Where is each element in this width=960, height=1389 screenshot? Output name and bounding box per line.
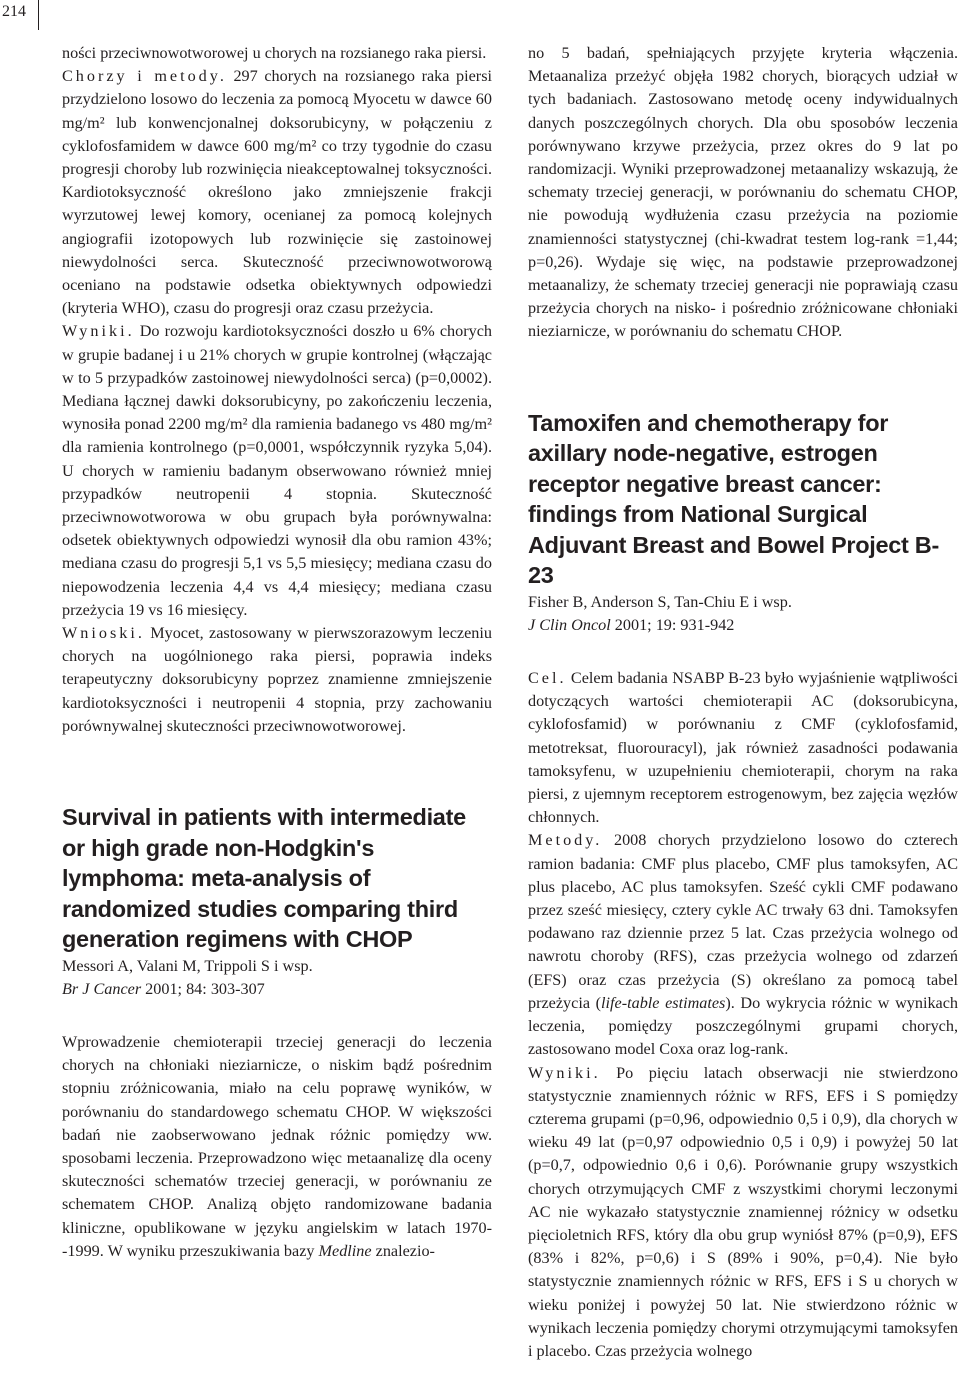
article-title-tamoxifen: Tamoxifen and chemotherapy for axillary node-negative, estrogen receptor negative breast cancer: findings from National Surgical Adjuvant Breast and Bowel Project B-23	[528, 409, 939, 589]
results-text: Do rozwoju kardiotoksyczności doszło u 6% chorych w grupie badanej i u 21% chorych w grupie kontrolnej (włączając w to 5 przypadków zastoinowej niewydolności serca) (p=0,0002). Mediana łącznej dawki doksorubicyny, po zakończeniu leczenia, wynosiła ponad 2200 mg/m² dla ramienia badanego vs 480 mg/m² dla ramienia kontrolnego (p=0,0001, współczynnik ryzyka 5,04). U chorych w ramieniu badanym obserwowano również mniej przypadków neutropenii 4 stopnia. Skuteczność przeciwnowotworowa w obu grupach była porównywalna: odsetek obiektywnych odpowiedzi wynosił dla obu ramion 43%; mediana czasu do progresji 5,1 vs 5,5 miesięcy; mediana czasu do niepowodzenia leczenia 4,4 vs 4,4 miesięcy; mediana czasu przeżycia 19 vs 16 miesięcy.	[62, 322, 492, 619]
methods-label-right: Metody.	[528, 831, 603, 850]
abstract-text-end: znalezio-	[371, 1241, 435, 1260]
aim-text: Celem badania NSABP B-23 było wyjaśnienie wątpliwości dotyczących wartości chemioterapii AC (doksorubicyna, cyklofosfamid) w porównaniu z CMF (cyklofosfamid, metotreksat, fluorouracyl), jak również zasadności podawania tamoksyfenu, w uzupełnieniu chemioterapii, chorym na raka piersi, z ujemnym receptorem estrogenowym, bez zajęcia węzłów chłonnych.	[528, 669, 958, 827]
journal-name-right: J Clin Oncol	[528, 615, 611, 634]
methods-text: 297 chorych na rozsianego raka piersi przydzielono losowo do leczenia za pomocą Myocetu w dawce 60 mg/m² lub konwencjonalnej doksorubicyny, w połączeniu z cyklofosfamidem w dawce 600 mg/m² co trzy tygodnie do czasu progresji choroby lub rozwinięcia nieakceptowalnej toksyczności. Kardiotoksyczność określono jako zmniejszenie frakcji wyrzutowej lewej komory, ocenianej za pomocą kolejnych angiografii izotopowych lub rozwinięcie się zastoinowej niewydolności serca. Skuteczność przeciwnowotworową oceniano na podstawie odsetka obiektywnych odpowiedzi (kryteria WHO), czasu do progresji oraz czasu przeżycia.	[62, 67, 492, 318]
methods-paragraph	[62, 65, 492, 320]
article-authors: Messori A, Valani M, Trippoli S i wsp.	[62, 956, 313, 975]
continuation-paragraph-right: no 5 badań, spełniających przyjęte kryteria włączenia. Metaanaliza przeżyć objęła 1982 chorych, biorących udział w tych badaniach. Zastosowano metodę oceny indywidualnych danych poszczególnych chorych. Dla obu sposobów leczenia porównywano krzywe przeżycia, przez okres do 9 lat po randomizacji. Wyniki przeprowadzonej metaanalizy wskazują, że schematy trzeciej generacji, w porównaniu do schematu CHOP, nie powodują wydłużenia czasu przeżycia na poziomie znamienności statystycznej (chi-kwadrat testem log-rank =1,44; p=0,26). Wydaje się więc, na podstawie przeprowadzonej metaanalizy, że schematy trzeciej generacji nie poprawiają czasu przeżycia chorych na nisko- i pośrednio zróżnicowane chłoniaki nieziarnicze, w porównaniu do schematu CHOP.	[528, 44, 958, 341]
abstract-text: Wprowadzenie chemioterapii trzeciej generacji do leczenia chorych na chłoniaki nieziarnicze, o niskim bądź pośrednim stopniu zróżnicowania, miało na celu poprawę wyników, w porównaniu do standardowego schematu CHOP. W większości badań nie zaobserwowano jednak różnic pomiędzy ww. sposobami leczenia. Przeprowadzono więc metaanalizę dla oceny skuteczności schematów trzeciej generacji, w porównaniu ze schematem CHOP. Analizą objęto randomizowane badania kliniczne, opublikowane w języku angielskim w latach 1970--1999. W wyniku przeszukiwania bazy	[62, 1033, 492, 1260]
methods-text-right: 2008 chorych przydzielono losowo do czterech ramion badania: CMF plus placebo, CMF plus tamoksyfen, AC plus placebo, AC plus tamoksyfen. Sześć cykli CMF podawano przez sześć miesięcy, cztery cykle AC trwały 63 dni. Tamoksyfen podawano raz dziennie przez 5 lat. Czas przeżycia wolnego od nawrotu choroby (RFS), czas przeżycia wolnego od zdarzeń (EFS) oraz czas przeżycia (S) określano za pomocą tabel przeżycia (	[528, 831, 958, 1012]
page-number: 214	[0, 0, 39, 30]
article-citation-right	[528, 614, 958, 637]
results-label: Wyniki.	[62, 322, 135, 341]
methods-text-right-end: ). Do wykrycia różnic w wynikach leczenia, pomiędzy poszczególnymi grupami chorych, zastosowano model Coxa oraz log-rank.	[528, 993, 958, 1059]
results-paragraph-right	[528, 1062, 958, 1364]
methods-label: Chorzy i metody.	[62, 67, 227, 86]
conclusions-text: Myocet, zastosowany w pierwszorazowym leczeniu chorych na uogólnionego raka piersi, poprawia indeks terapeutyczny doksorubicyny poprzez znamienne zmniejszenie kardiotoksyczności i neutropenii 4 stopnia, przy zachowaniu porównywalnej skuteczności przeciwnowotworowej.	[62, 624, 492, 735]
results-text-right: Po pięciu latach obserwacji nie stwierdzono statystycznie znamiennych różnic w RFS, EFS i S pomiędzy czterema grupami (p=0,96, odpowiednio 0,5 i 0,9), dla chorych w wieku 49 lat (p=0,97 odpowiednio 0,5 i 0,9) i powyżej 50 lat (p=0,7, odpowiednio 0,6 i 0,6). Porównanie grupy wszystkich chorych otrzymujących CMF z wszystkimi chorymi leczonymi AC nie wykazało statystycznie znamiennej różnicy w odsetku pięcioletnich RFS, który dla obu grup wyniósł 87% (p=0,9), EFS (83% i 82%, p=0,6) i S (89% i 90%, p=0,4). Nie było statystycznie znamiennych różnic w RFS, EFS i S u chorych w wieku poniżej i powyżej 50 lat. Nie stwierdzono różnic w wynikach leczenia pomiędzy chorymi otrzymującymi tamoksyfen i placebo. Czas przeżycia wolnego	[528, 1063, 958, 1360]
journal-name: Br J Cancer	[62, 979, 142, 998]
aim-paragraph	[528, 667, 958, 829]
aim-label: Cel.	[528, 669, 567, 688]
abstract-paragraph	[62, 1031, 492, 1263]
left-column	[62, 42, 492, 1263]
abstract-italic: Medline	[318, 1241, 372, 1260]
results-paragraph	[62, 320, 492, 622]
right-column	[528, 42, 958, 1363]
journal-ref-right: 2001; 19: 931-942	[610, 615, 735, 634]
results-label-right: Wyniki.	[528, 1063, 601, 1082]
methods-italic: life-table estimates	[601, 993, 726, 1012]
continuation-paragraph: ności przeciwnowotworowej u chorych na rozsianego raka piersi.	[62, 44, 487, 62]
article-authors-right: Fisher B, Anderson S, Tan-Chiu E i wsp.	[528, 592, 792, 611]
conclusions-paragraph	[62, 622, 492, 738]
article-citation	[62, 978, 492, 1001]
article-title-lymphoma: Survival in patients with intermediate or high grade non-Hodgkin's lymphoma: meta-analysis of randomized studies comparing third generation regimens with CHOP	[62, 804, 466, 953]
journal-ref: 2001; 84: 303-307	[141, 979, 265, 998]
conclusions-label: Wnioski.	[62, 624, 145, 643]
methods-paragraph-right	[528, 829, 958, 1061]
